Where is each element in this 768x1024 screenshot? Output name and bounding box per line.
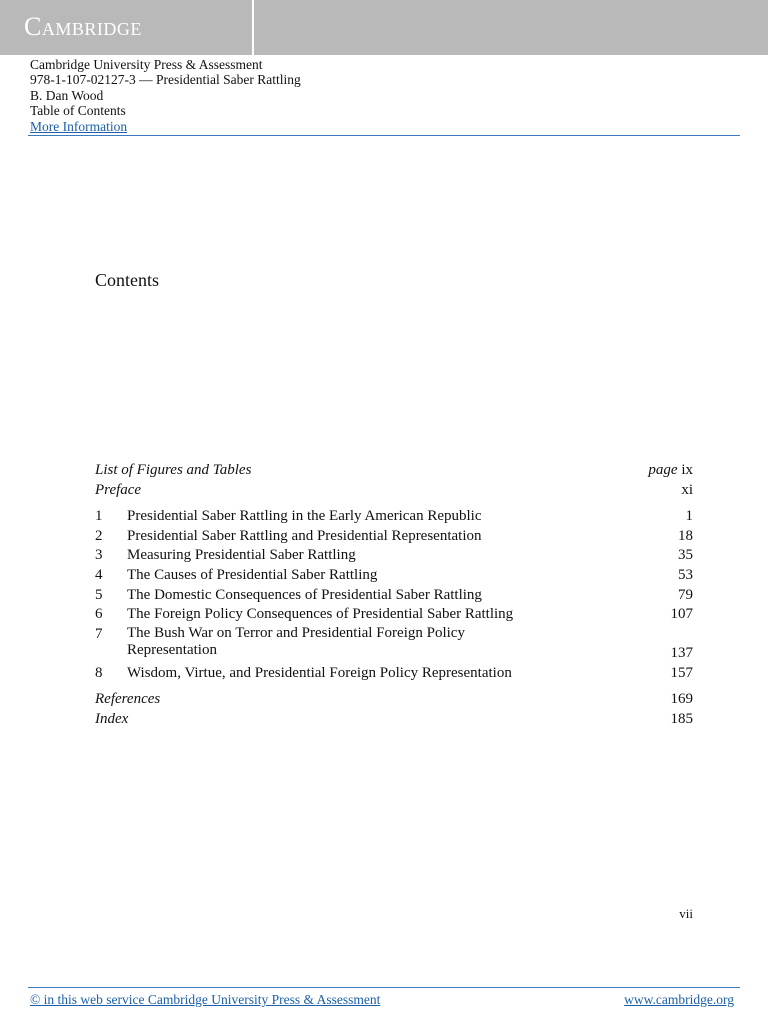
chapter-number: 5 — [95, 586, 103, 603]
chapter-page: 35 — [678, 547, 693, 564]
chapter-number: 2 — [95, 527, 103, 544]
chapter-title: The Domestic Consequences of Presidential Saber Rattling — [127, 586, 482, 603]
more-information-link[interactable]: More Information — [30, 118, 128, 134]
author-name: B. Dan Wood — [30, 87, 104, 103]
footer-divider — [28, 987, 740, 988]
chapter-title-line-2: Representation — [127, 642, 217, 659]
header-divider — [28, 135, 740, 136]
chapter-page: 157 — [670, 664, 693, 681]
chapter-title-line-1: The Bush War on Terror and Presidential Foreign Policy — [127, 624, 465, 641]
banner-divider — [252, 0, 254, 55]
toc-entry-page — [648, 461, 693, 481]
toc-entry-list-of-figures — [95, 461, 693, 481]
chapter-page: 18 — [678, 527, 693, 544]
chapter-number: 7 — [95, 625, 103, 642]
chapter-title: The Causes of Presidential Saber Rattling — [127, 566, 378, 583]
toc-entry-chapter-1 — [95, 507, 693, 527]
chapter-page: 137 — [670, 644, 693, 661]
chapter-number: 3 — [95, 547, 103, 564]
toc-entry-title: References — [95, 691, 161, 708]
publisher-name: Cambridge University Press & Assessment — [30, 57, 263, 72]
toc-entry-page: 185 — [670, 710, 693, 727]
toc-entry-page: 169 — [670, 691, 693, 708]
website-link[interactable]: www.cambridge.org — [624, 992, 734, 1007]
chapter-page: 107 — [670, 606, 693, 623]
toc-entry-title: List of Figures and Tables — [95, 462, 252, 478]
chapter-title: The Foreign Policy Consequences of Presidential Saber Rattling — [127, 606, 514, 623]
chapter-title: Presidential Saber Rattling in the Early American Republic — [127, 508, 482, 525]
publisher-banner — [0, 0, 768, 55]
section-name: Table of Contents — [30, 103, 126, 119]
copyright-link[interactable]: © in this web service Cambridge University Press & Assessment — [30, 992, 381, 1007]
cambridge-logo[interactable]: Cambridge — [24, 12, 142, 41]
table-of-contents — [95, 461, 693, 730]
chapter-page: 79 — [678, 586, 693, 603]
toc-entry-chapter-6 — [95, 605, 693, 625]
chapter-page: 1 — [685, 508, 693, 525]
chapter-title — [127, 625, 465, 660]
toc-entry-chapter-3 — [95, 546, 693, 566]
book-metadata — [30, 57, 301, 134]
chapter-page: 53 — [678, 566, 693, 583]
page-number: ix — [681, 462, 693, 478]
toc-entry-title: Preface — [95, 481, 142, 498]
chapter-title: Presidential Saber Rattling and Presidential Representation — [127, 527, 482, 544]
toc-entry-chapter-5 — [95, 586, 693, 606]
chapter-number: 6 — [95, 606, 103, 623]
toc-entry-chapter-4 — [95, 566, 693, 586]
chapter-number: 1 — [95, 508, 103, 525]
chapter-title: Measuring Presidential Saber Rattling — [127, 547, 356, 564]
isbn-title: 978-1-107-02127-3 — Presidential Saber Rattling — [30, 72, 301, 88]
page-prefix: page — [648, 462, 678, 478]
toc-entry-chapter-7 — [95, 625, 693, 664]
toc-entry-references — [95, 690, 693, 710]
toc-entry-index — [95, 710, 693, 730]
toc-entry-preface — [95, 481, 693, 501]
toc-entry-chapter-8 — [95, 664, 693, 684]
chapter-number: 4 — [95, 566, 103, 583]
chapter-number: 8 — [95, 664, 103, 681]
page-title: Contents — [95, 270, 160, 290]
toc-entry-page: xi — [681, 481, 693, 498]
toc-entry-chapter-2 — [95, 527, 693, 547]
chapter-title: Wisdom, Virtue, and Presidential Foreign Policy Representation — [127, 664, 512, 681]
toc-entry-title: Index — [95, 710, 129, 727]
page-folio: vii — [679, 906, 693, 921]
